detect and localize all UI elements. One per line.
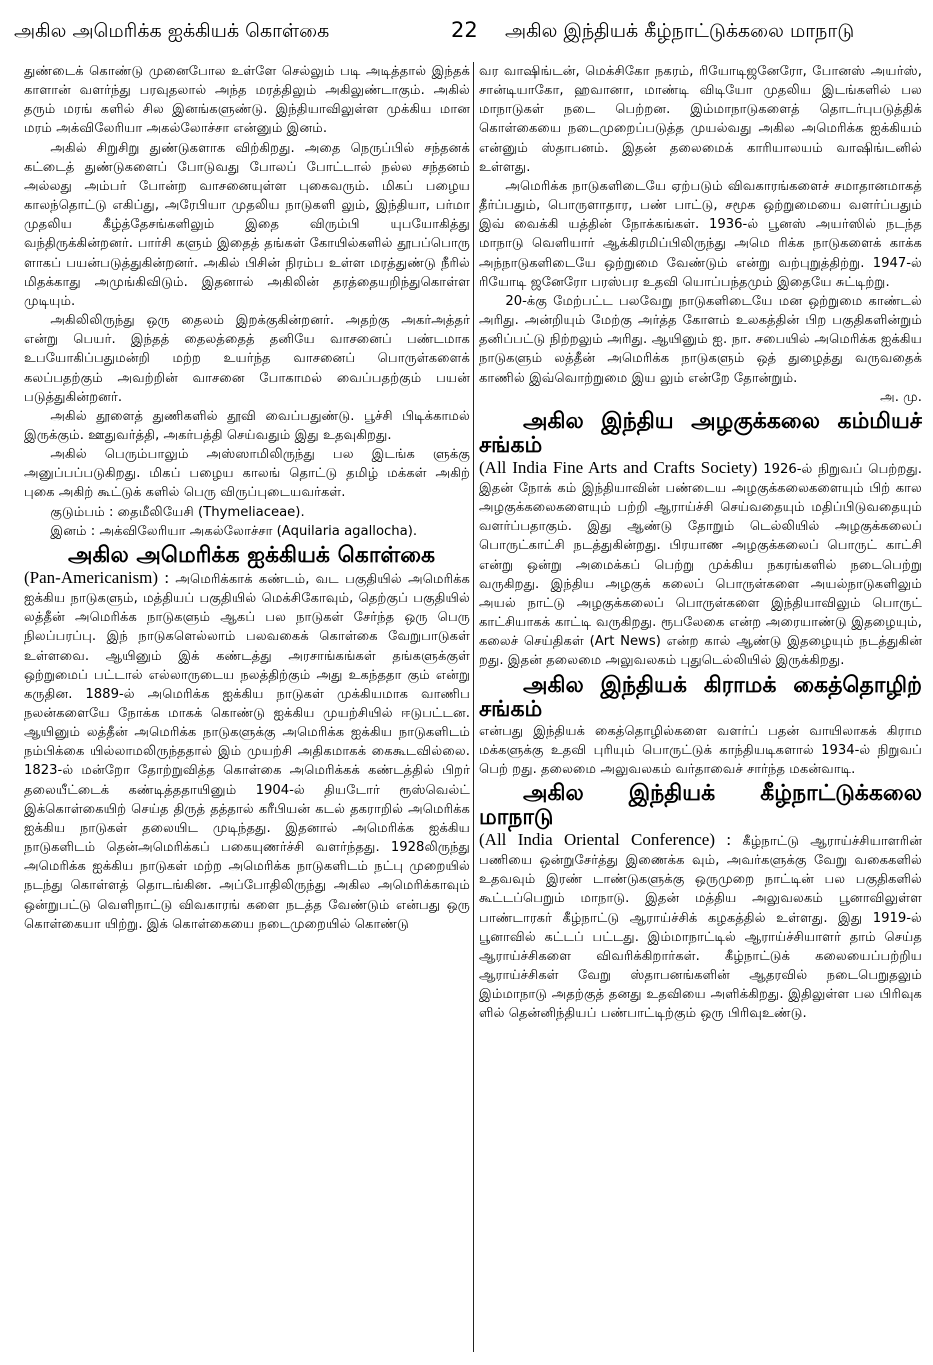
section-text: 1926-ல் நிறுவப் பெற்றது. இதன் நோக் கம் இந்தியாவின் பண்டைய அழகுக்கலைகளையும் பிற் கால அழகுக்கலைகளையும் பற்றி ஆராய்ச்சி செய்வதையும் மதிப்பிடுவதையும் வளர்ப்பதாகும். இது ஆண்டு தோறும் டெல்லியில் அழகுக்கலைப் பொருட்காட்சி நடத்துகின்றது. பிரயாண அழகுக்கலைப் பொருட் காட்சி என்று ஒன்று அமைக்கப் பெற்று முக்கிய நகரங்களில் நடைபெற்று வருகிறது. இந்திய அழகுக் கலைப் பொருள்களை அயல்நாடுகளிலும் அயல் நாட்டு அழகுக்கலைப் பொருள்களை இந்தியாவிலும் பொருட் காட்சியாகக் காட்டி வருகிறது. ரூபலேகை என்ற அரையாண்டு இதழையும், கலைச் செய்திகள் (Art News) என்ற கால் ஆண்டு இதழையும் நடத்துகின் றது. இதன் தலைமை அலுவலகம் புதுடெல்லியில் இருக்கிறது. xyxy=(479,461,922,669)
section-subtitle: (Pan-Americanism) : xyxy=(24,567,170,587)
paragraph: அகிலிலிருந்து ஒரு தைலம் இறக்குகின்றனர். அதற்கு அகர்அத்தர் என்று பெயர். இந்தத் தைலத்தைத் தனியே வாசனைப் பண்டமாக உபயோகிப்பதுமன்றி மற்ற உயர்ந்த வாசனைப் பொருள்களைக் கலப்பதற்கும் அவற்றின் வாசனை போகாமல் வைப்பதற்கும் பயன் படுத்துகின்றனர். xyxy=(24,313,470,405)
right-column xyxy=(479,62,922,1358)
section-subtitle: (All India Fine Arts and Crafts Society) xyxy=(479,457,758,477)
running-header xyxy=(0,0,933,56)
header-left-title: அகில அமெரிக்க ஐக்கியக் கொள்கை xyxy=(14,20,330,42)
section-body xyxy=(479,458,922,671)
paragraph: அகில் சிறுசிறு துண்டுகளாக விற்கிறது. அதை நெருப்பில் சந்தனக் கட்டைத் துண்டுகளைப் போடுவது போலப் போட்டால் நல்ல சந்தனம் அல்லது அம்பர் போன்ற வாசனையுள்ள புகைவரும். மிகப் பழைய காலந்தொட்டு எகிப்து, அரேபியா முதலிய நாடுகளி லும், இந்தியா, பர்மா முதலிய கீழ்த்தேசங்களிலும் இதை விரும்பி யுபயோகித்து வந்திருக்கின்றனர். பார்சி களும் இதைத் தங்கள் கோயில்களில் தூபப்பொரு ளாகப் பயன்படுத்துகின்றனர். அகில் பிசின் நிரம்ப உள்ள மரத்துண்டு நீரில் மிதக்காது அமுங்கிவிடும். இதனால் அகிலின் தரத்தையறிந்துகொள்ள முடியும். xyxy=(24,140,470,309)
paragraph: அகில் தூளைத் துணிகளில் தூவி வைப்பதுண்டு. பூச்சி பிடிக்காமல் இருக்கும். ஊதுவர்த்தி, அகர்பத்தி செய்வதும் இது உதவுகிறது. xyxy=(24,408,470,443)
section-text: அமெரிக்காக் கண்டம், வட பகுதியில் அமெரிக்க ஐக்கிய நாடுகளும், மத்தியப் பகுதியில் மெக்சிகோவும், தெற்குப் பகுதியில் லத்தீன் அமெரிக்க நாடுகளும் ஆகப் பல நாடுகள் சேர்ந்த ஒரு பெரு நிலப்பரப்பு. இந் நாடுகளெல்லாம் பலவகைக் கொள்கை வேறுபாடுகள் உள்ளவை. ஆயினும் இக் கண்டத்து அரசாங்கங்கள் தங்களுக்குள் ஒற்றுமைப் பட்டால் எல்லாருடைய நலத்திற்கும் அது உகந்ததா கும் என்று கருதின. 1889-ல் அமெரிக்க ஐக்கிய நாடுகள் முக்கியமாக வாணிப நலன்களையே நோக்க மாகக் கொண்டு ஐக்கிய முயற்சியில் ஈடுபட்டன. ஆயினும் லத்தீன் அமெரிக்க நாடுகளுக்கு அமெரிக்க ஐக்கிய நாடுகளிடம் நம்பிக்கை யில்லாமலிருந்ததால் இம் முயற்சி அதிகமாகக் கைகூடவில்லை. 1823-ல் மன்றோ தோற்றுவித்த கொள்கை அமெரிக்கக் கண்டத்தில் பிறர் தலையீட்டைக் கண்டித்ததாயினும் 1904-ல் தியடோர் ரூஸ்வெல்ட் இக்கொள்கையிற் செய்த திருத் தத்தால் கரீபியன் கடல் தகராறில் அமெரிக்க ஐக்கிய நாடுகள் தலையிட முடிந்தது. இதனால் அமெரிக்க ஐக்கிய நாடுகளிடம் தென்அமெரிக்கப் பகையுணர்ச்சி வளர்ந்தது. 1928லிருந்து அமெரிக்க ஐக்கிய நாடுகள் மற்ற அமெரிக்க நாடுகளிடம் நட்பு முறையில் நடந்து கொள்ளத் தொடங்கின. அப்போதிலிருந்து அகில அமெரிக்காவும் ஒன்றுபட்டு வெளிநாட்டு விவகாரங் களை நடத்த வேண்டும் என்பது ஒரு கொள்கையா யிற்று. இக் கொள்கையை நடைமுறையில் கொண்டு xyxy=(24,571,470,932)
section-heading: அகில அமெரிக்க ஐக்கியக் கொள்கை xyxy=(68,542,436,568)
section-body xyxy=(479,830,922,1024)
paragraph: துண்டைக் கொண்டு முனைபோல உள்ளே செல்லும் படி அடித்தால் இந்தக் காளான் வளர்ந்து பரவுதலால் அந்த மரத்திலும் அகிலுண்டாகும். அகில் தரும் மரங் களில் சில இனங்களுண்டு. இந்தியாவிலுள்ள முக்கிய மான மரம் அக்விலேரியா அகல்லோச்சா என்னும் இனம். xyxy=(24,64,470,137)
paragraph: அகில் பெரும்பாலும் அஸ்ஸாமிலிருந்து பல இடங்க ளுக்கு அனுப்பப்படுகிறது. மிகப் பழைய காலங் தொட்டு தமிழ் மக்கள் அகிற் புகை அகிற் கூட்டுக் களில் பெரு விருப்புடையவர்கள். xyxy=(24,447,470,501)
section-text: என்பது இந்தியக் கைத்தொழில்களை வளர்ப் பதன் வாயிலாகக் கிராம மக்களுக்கு உதவி புரியும் பொருட்டுக் காந்தியடிகளால் 1934-ல் நிறுவப் பெற் றது. தலைமை அலுவலகம் வர்தாவைச் சார்ந்த மகன்வாடி. xyxy=(479,723,922,777)
header-right-title: அகில இந்தியக் கீழ்நாட்டுக்கலை மாநாடு xyxy=(505,20,855,42)
paragraph: வர வாஷிங்டன், மெக்சிகோ நகரம், ரியோடிஜனேரோ, போனஸ் அயர்ஸ், சான்டியாகோ, ஹவானா, மாண்டி விடியோ முதலிய இடங்களில் பல மாநாடுகள் நடை பெற்றன. இம்மாநாடுகளைத் தொடர்புபடுத்திக் கொள்கையை நடைமுறைப்படுத்த முயல்வது அகில அமெரிக்க ஐக்கியம் என்னும் ஸ்தாபனம். இதன் தலைமைக் காரியாலயம் வாஷிங்டனில் உள்ளது. xyxy=(479,64,922,175)
column-divider xyxy=(473,62,474,1352)
left-column xyxy=(24,62,470,1358)
section-heading: அகில இந்தியக் கீழ்நாட்டுக்கலை மாநாடு xyxy=(479,781,922,830)
section-text: கீழ்நாட்டு ஆராய்ச்சியாளரின் பணியை ஒன்றுசேர்த்து இணைக்க வும், அவர்களுக்கு வேறு வகைகளில் உதவவும் இரண் டாண்டுகளுக்கு ஒருமுறை நாட்டின் பல பகுதிகளில் கூட்டப்பெறும் மாநாடு. இதன் மத்திய அலுவலகம் பூனாவிலுள்ள பாண்டாரகர் கீழ்நாட்டு ஆராய்ச்சிக் கழகத்தில் உள்ளது. இது 1919-ல் பூனாவில் கட்டப் பட்டது. இம்மாநாட்டில் ஆராய்ச்சியாளர் தாம் செய்த ஆராய்ச்சிகளை விவரிக்கிறார்கள். கீழ்நாட்டுக் கலையைப்பற்றிய ஆராய்ச்சிகள் வேறு ஸ்தாபனங்களின் ஆதரவில் நடைபெறுதலும் இம்மாநாடு அதற்குத் தனது உதவியை அளிக்கிறது. இதிலுள்ள பல பிரிவுக ளில் தென்னிந்தியப் பண்பாட்டிற்கும் ஒரு பிரிவுஉண்டு. xyxy=(479,834,922,1022)
species-line: இனம் : அக்விலேரியா அகல்லோச்சா (Aquilaria agallocha). xyxy=(50,523,418,539)
section-subtitle: (All India Oriental Conference) : xyxy=(479,830,732,849)
family-line: குடும்பம் : தைமீலியேசி (Thymeliaceae). xyxy=(50,504,305,520)
paragraph: அமெரிக்க நாடுகளிடையே ஏற்படும் விவகாரங்களைச் சமாதானமாகத் தீர்ப்பதும், பொருளாதார, பண் பாட்டு, சமூக ஒற்றுமையை வளர்ப்பதும் இவ் வைக்கி யத்தின் நோக்கங்கள். 1936-ல் பூனஸ் அயர்ஸில் நடந்த மாநாடு வெளியார் ஆக்கிரமிப்பிலிருந்து அமெ ரிக்க நாடுகளைக் காக்க அந்நாடுகளிடையே ஒற்றுமை வேண்டும் என்று வற்புறுத்திற்று. 1947-ல் ரியோடி ஜனேரோ பரஸ்பர உதவி யொப்பந்தமும் இதையே சுட்டிற்று. xyxy=(479,178,922,290)
section-heading: அகில இந்திய அழகுக்கலை கம்மியச் சங்கம் xyxy=(479,408,922,458)
section-heading: அகில இந்தியக் கிராமக் கைத்தொழிற் சங்கம் xyxy=(479,672,922,722)
page-number: 22 xyxy=(451,18,478,42)
author-initials: அ. மு. xyxy=(880,389,922,405)
paragraph: 20-க்கு மேற்பட்ட பலவேறு நாடுகளிடையே மன ஒற்றுமை காண்டல் அரிது. அன்றியும் மேற்கு அர்த்த கோளம் உலகத்தின் பிற பகுதிகளின்றும் தனிப்பட்டு நிற்றலும் அரிது. ஆயினும் ஐ. நா. சபையில் அமெரிக்க ஐக்கிய நாடுகளும் லத்தீன் அமெரிக்க நாடுகளும் ஒத் துழைத்து வருவதைக் காணில் இவ்வொற்றுமை இய லும் என்றே தோன்றும். xyxy=(479,293,922,386)
section-body xyxy=(24,568,470,934)
